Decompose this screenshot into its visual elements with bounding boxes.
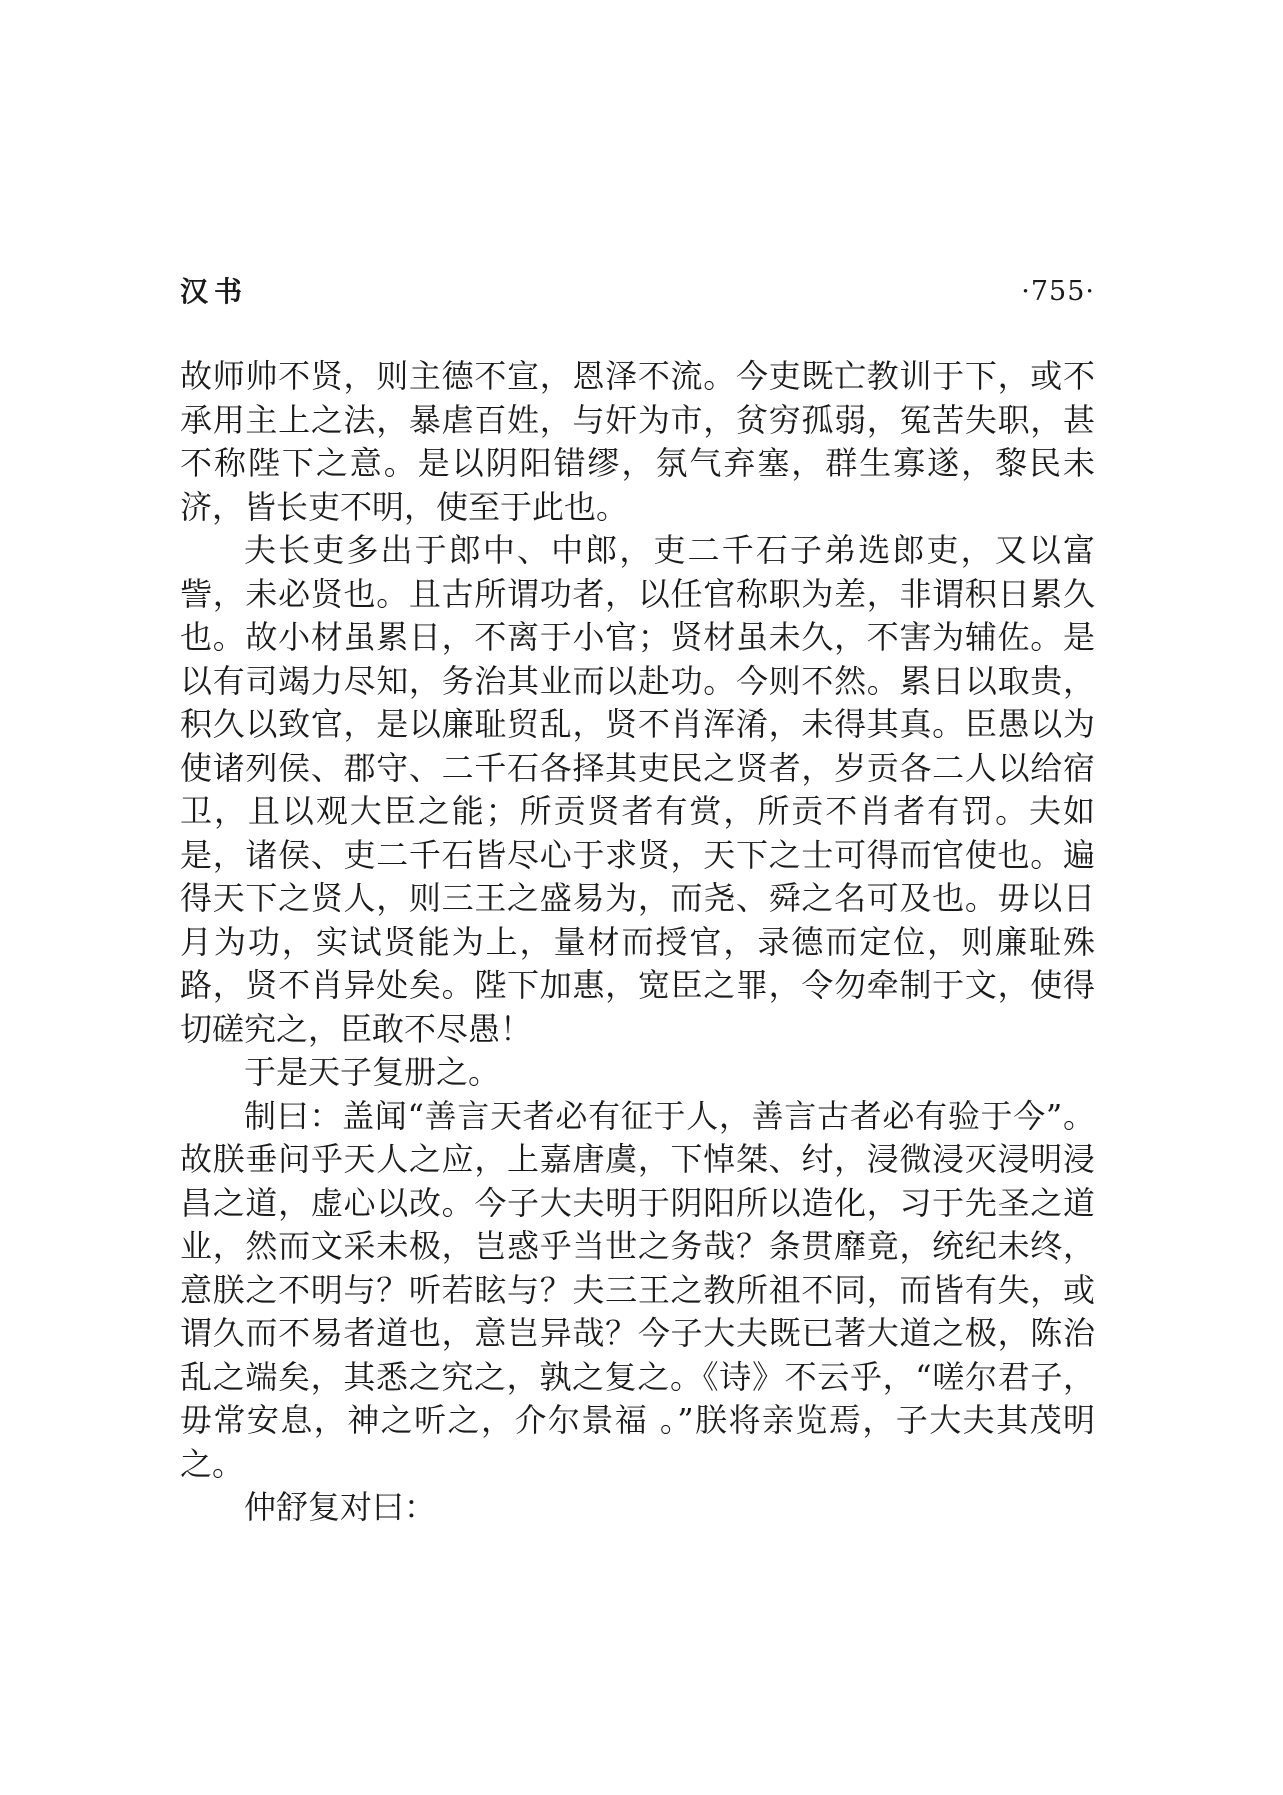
paragraph-5: 仲舒复对曰： bbox=[244, 1488, 437, 1526]
paragraph-2: 夫长吏多出于郎中、中郎，吏二千石子弟选郎吏，又以富訾，未必贤也。且古所谓功者，以任官称职为差，非谓积日累久也。故小材虽累日，不离于小官；贤材虽未久，不害为辅佐。是以有司竭力尽知，务治其业而以赴功。今则不然。累日以取贵，积久以致官，是以廉耻贸乱，贤不肖浑淆，未得其真。臣愚以为使诸列侯、郡守、二千石各择其吏民之贤者，岁贡各二人以给宿卫，且以观大臣之能；所贡贤者有赏，所贡不肖者有罚。夫如是，诸侯、吏二千石皆尽心于求贤，天下之士可得而官使也。遍得天下之贤人，则三王之盛易为，而尧、舜之名可及也。毋以日月为功，实试贤能为上，量材而授官，录德而定位，则廉耻殊路，贤不肖异处矣。陛下加惠，宽臣之罪，令勿牵制于文，使得切磋究之，臣敢不尽愚！ bbox=[180, 531, 1095, 1048]
paragraph-4: 制曰：盖闻“善言天者必有征于人，善言古者必有验于今”。故朕垂问乎天人之应，上嘉唐虞，下悼桀、纣，浸微浸灭浸明浸昌之道，虚心以改。今子大夫明于阴阳所以造化，习于先圣之道业，然而文采未极，岂惑乎当世之务哉？条贯靡竟，统纪未终，意朕之不明与？听若眩与？夫三王之教所祖不同，而皆有失，或谓久而不易者道也，意岂异哉？今子大夫既已著大道之极，陈治乱之端矣，其悉之究之，孰之复之。《诗》不云乎，“嗟尔君子，毋常安息，神之听之，介尔景福 。”朕将亲览焉，子大夫其茂明之。 bbox=[180, 1096, 1095, 1483]
book-title: 汉书 bbox=[180, 275, 249, 308]
paragraph-3: 于是天子复册之。 bbox=[244, 1053, 501, 1091]
page-header bbox=[180, 270, 1095, 314]
page-number: ·755· bbox=[1021, 276, 1095, 307]
paragraph-1: 故师帅不贤，则主德不宣，恩泽不流。今吏既亡教训于下，或不承用主上之法，暴虐百姓，与奸为市，贫穷孤弱，冤苦失职，甚不称陛下之意。是以阴阳错缪，氛气弃塞，群生寡遂，黎民未济，皆长吏不明，使至于此也。 bbox=[180, 357, 1095, 526]
body-text bbox=[180, 355, 1095, 1530]
